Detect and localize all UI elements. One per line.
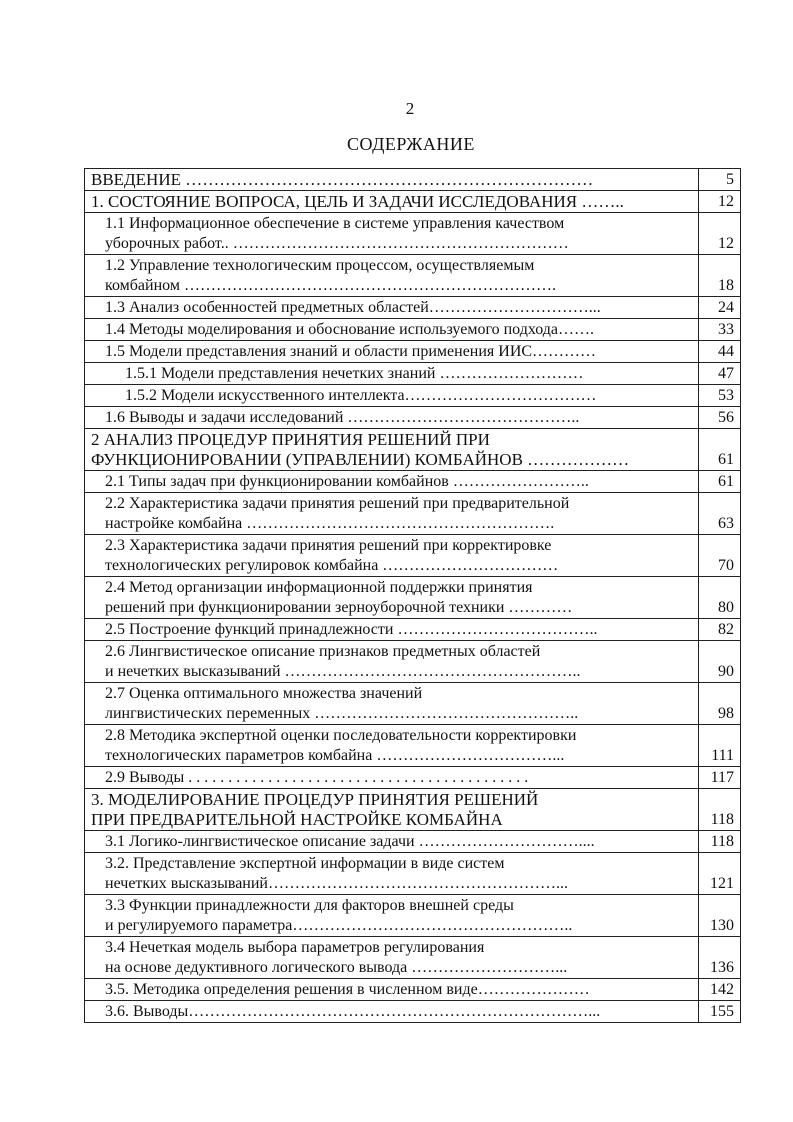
toc-entry-title: 2.5 Построение функций принадлежности ………………………………..	[85, 619, 699, 641]
toc-row	[85, 895, 741, 937]
toc-entry-page: 80	[699, 577, 741, 619]
toc-entry-title: 2.1 Типы задач при функционировании комбайнов ……………………..	[85, 471, 699, 493]
toc-entry-title: 3. МОДЕЛИРОВАНИЕ ПРОЦЕДУР ПРИНЯТИЯ РЕШЕНИЙ ПРИ ПРЕДВАРИТЕЛЬНОЙ НАСТРОЙКЕ КОМБАЙНА	[85, 789, 699, 831]
toc-entry-page: 53	[699, 385, 741, 407]
toc-entry-title: 3.4 Нечеткая модель выбора параметров регулирования на основе дедуктивного логического вывода ………………………...	[85, 937, 699, 979]
toc-entry-title: 1.3 Анализ особенностей предметных областей…………………………...	[85, 297, 699, 319]
toc-row	[85, 937, 741, 979]
toc-row	[85, 341, 741, 363]
toc-entry-page: 61	[699, 429, 741, 471]
toc-entry-title: 3.2. Представление экспертной информации в виде систем нечетких высказываний………………………………………………...	[85, 853, 699, 895]
toc-row	[85, 831, 741, 853]
toc-entry-page: 130	[699, 895, 741, 937]
toc-entry-page: 82	[699, 619, 741, 641]
toc-entry-title: 1.5.1 Модели представления нечетких знаний ………………………	[85, 363, 699, 385]
toc-entry-title: 2.8 Методика экспертной оценки последовательности корректировки технологических параметров комбайна ……………………………...	[85, 725, 699, 767]
toc-row	[85, 363, 741, 385]
toc-entry-title: 3.1 Логико-лингвистическое описание задачи …………………………....	[85, 831, 699, 853]
toc-entry-page: 44	[699, 341, 741, 363]
toc-entry-page: 5	[699, 169, 741, 191]
toc-entry-page: 63	[699, 493, 741, 535]
toc-entry-title: 2.3 Характеристика задачи принятия решений при корректировке технологических регулировок комбайна ……………………………	[85, 535, 699, 577]
toc-entry-page: 12	[699, 213, 741, 255]
toc-entry-title: 2 АНАЛИЗ ПРОЦЕДУР ПРИНЯТИЯ РЕШЕНИЙ ПРИ ФУНКЦИОНИРОВАНИИ (УПРАВЛЕНИИ) КОМБАЙНОВ ………………	[85, 429, 699, 471]
table-of-contents	[84, 168, 741, 1023]
toc-entry-title: ВВЕДЕНИЕ ………………………………………………………………	[85, 169, 699, 191]
toc-entry-page: 118	[699, 789, 741, 831]
toc-entry-title: 2.4 Метод организации информационной поддержки принятия решений при функционировании зерноуборочной техники …………	[85, 577, 699, 619]
toc-entry-title: 3.3 Функции принадлежности для факторов внешней среды и регулируемого параметра……………………………………………..	[85, 895, 699, 937]
toc-entry-title: 1.5 Модели представления знаний и области применения ИИС…………	[85, 341, 699, 363]
toc-row	[85, 1001, 741, 1023]
toc-entry-title: 3.5. Методика определения решения в численном виде…………………	[85, 979, 699, 1001]
toc-row	[85, 471, 741, 493]
toc-entry-page: 47	[699, 363, 741, 385]
toc-entry-page: 61	[699, 471, 741, 493]
toc-body	[85, 169, 741, 1023]
toc-entry-page: 117	[699, 767, 741, 789]
toc-row	[85, 213, 741, 255]
toc-row	[85, 429, 741, 471]
toc-entry-page: 155	[699, 1001, 741, 1023]
toc-entry-page: 98	[699, 683, 741, 725]
toc-entry-page: 56	[699, 407, 741, 429]
toc-entry-page: 12	[699, 191, 741, 213]
toc-row	[85, 319, 741, 341]
toc-row	[85, 385, 741, 407]
toc-row	[85, 979, 741, 1001]
toc-row	[85, 493, 741, 535]
toc-row	[85, 619, 741, 641]
toc-entry-title: 1.2 Управление технологическим процессом, осуществляемым комбайном …………………………………………………………….	[85, 255, 699, 297]
toc-row	[85, 767, 741, 789]
toc-entry-page: 33	[699, 319, 741, 341]
toc-row	[85, 725, 741, 767]
toc-entry-title: 3.6. Выводы…………………………………………………………………...	[85, 1001, 699, 1023]
toc-row	[85, 407, 741, 429]
toc-entry-title: 2.6 Лингвистическое описание признаков предметных областей и нечетких высказываний ………………………………………………..	[85, 641, 699, 683]
toc-entry-page: 118	[699, 831, 741, 853]
toc-row	[85, 577, 741, 619]
toc-entry-page: 18	[699, 255, 741, 297]
toc-entry-page: 121	[699, 853, 741, 895]
toc-entry-title: 1.1 Информационное обеспечение в системе управления качеством уборочных работ.. ………………………………………………………	[85, 213, 699, 255]
toc-row	[85, 789, 741, 831]
toc-entry-page: 24	[699, 297, 741, 319]
toc-entry-title: 2.7 Оценка оптимального множества значений лингвистических переменных …………………………………………..	[85, 683, 699, 725]
toc-entry-title: 2.9 Выводы . . . . . . . . . . . . . . . . . . . . . . . . . . . . . . . . . . . . . . . . . . .	[85, 767, 699, 789]
toc-title: СОДЕРЖАНИЕ	[347, 134, 475, 154]
toc-row	[85, 641, 741, 683]
toc-row	[85, 191, 741, 213]
toc-row	[85, 297, 741, 319]
toc-row	[85, 535, 741, 577]
toc-row	[85, 683, 741, 725]
toc-row	[85, 853, 741, 895]
page-number: 2	[405, 99, 415, 118]
toc-entry-title: 1.5.2 Модели искусственного интеллекта………………………………	[85, 385, 699, 407]
toc-row	[85, 169, 741, 191]
toc-entry-page: 136	[699, 937, 741, 979]
toc-entry-page: 90	[699, 641, 741, 683]
toc-entry-title: 1.6 Выводы и задачи исследований ……………………………………..	[85, 407, 699, 429]
toc-entry-title: 1.4 Методы моделирования и обоснование используемого подхода…….	[85, 319, 699, 341]
toc-entry-title: 1. СОСТОЯНИЕ ВОПРОСА, ЦЕЛЬ И ЗАДАЧИ ИССЛЕДОВАНИЯ ……..	[85, 191, 699, 213]
toc-entry-page: 142	[699, 979, 741, 1001]
toc-entry-title: 2.2 Характеристика задачи принятия решений при предварительной настройке комбайна ………………………………………………….	[85, 493, 699, 535]
toc-entry-page: 70	[699, 535, 741, 577]
toc-entry-page: 111	[699, 725, 741, 767]
toc-row	[85, 255, 741, 297]
